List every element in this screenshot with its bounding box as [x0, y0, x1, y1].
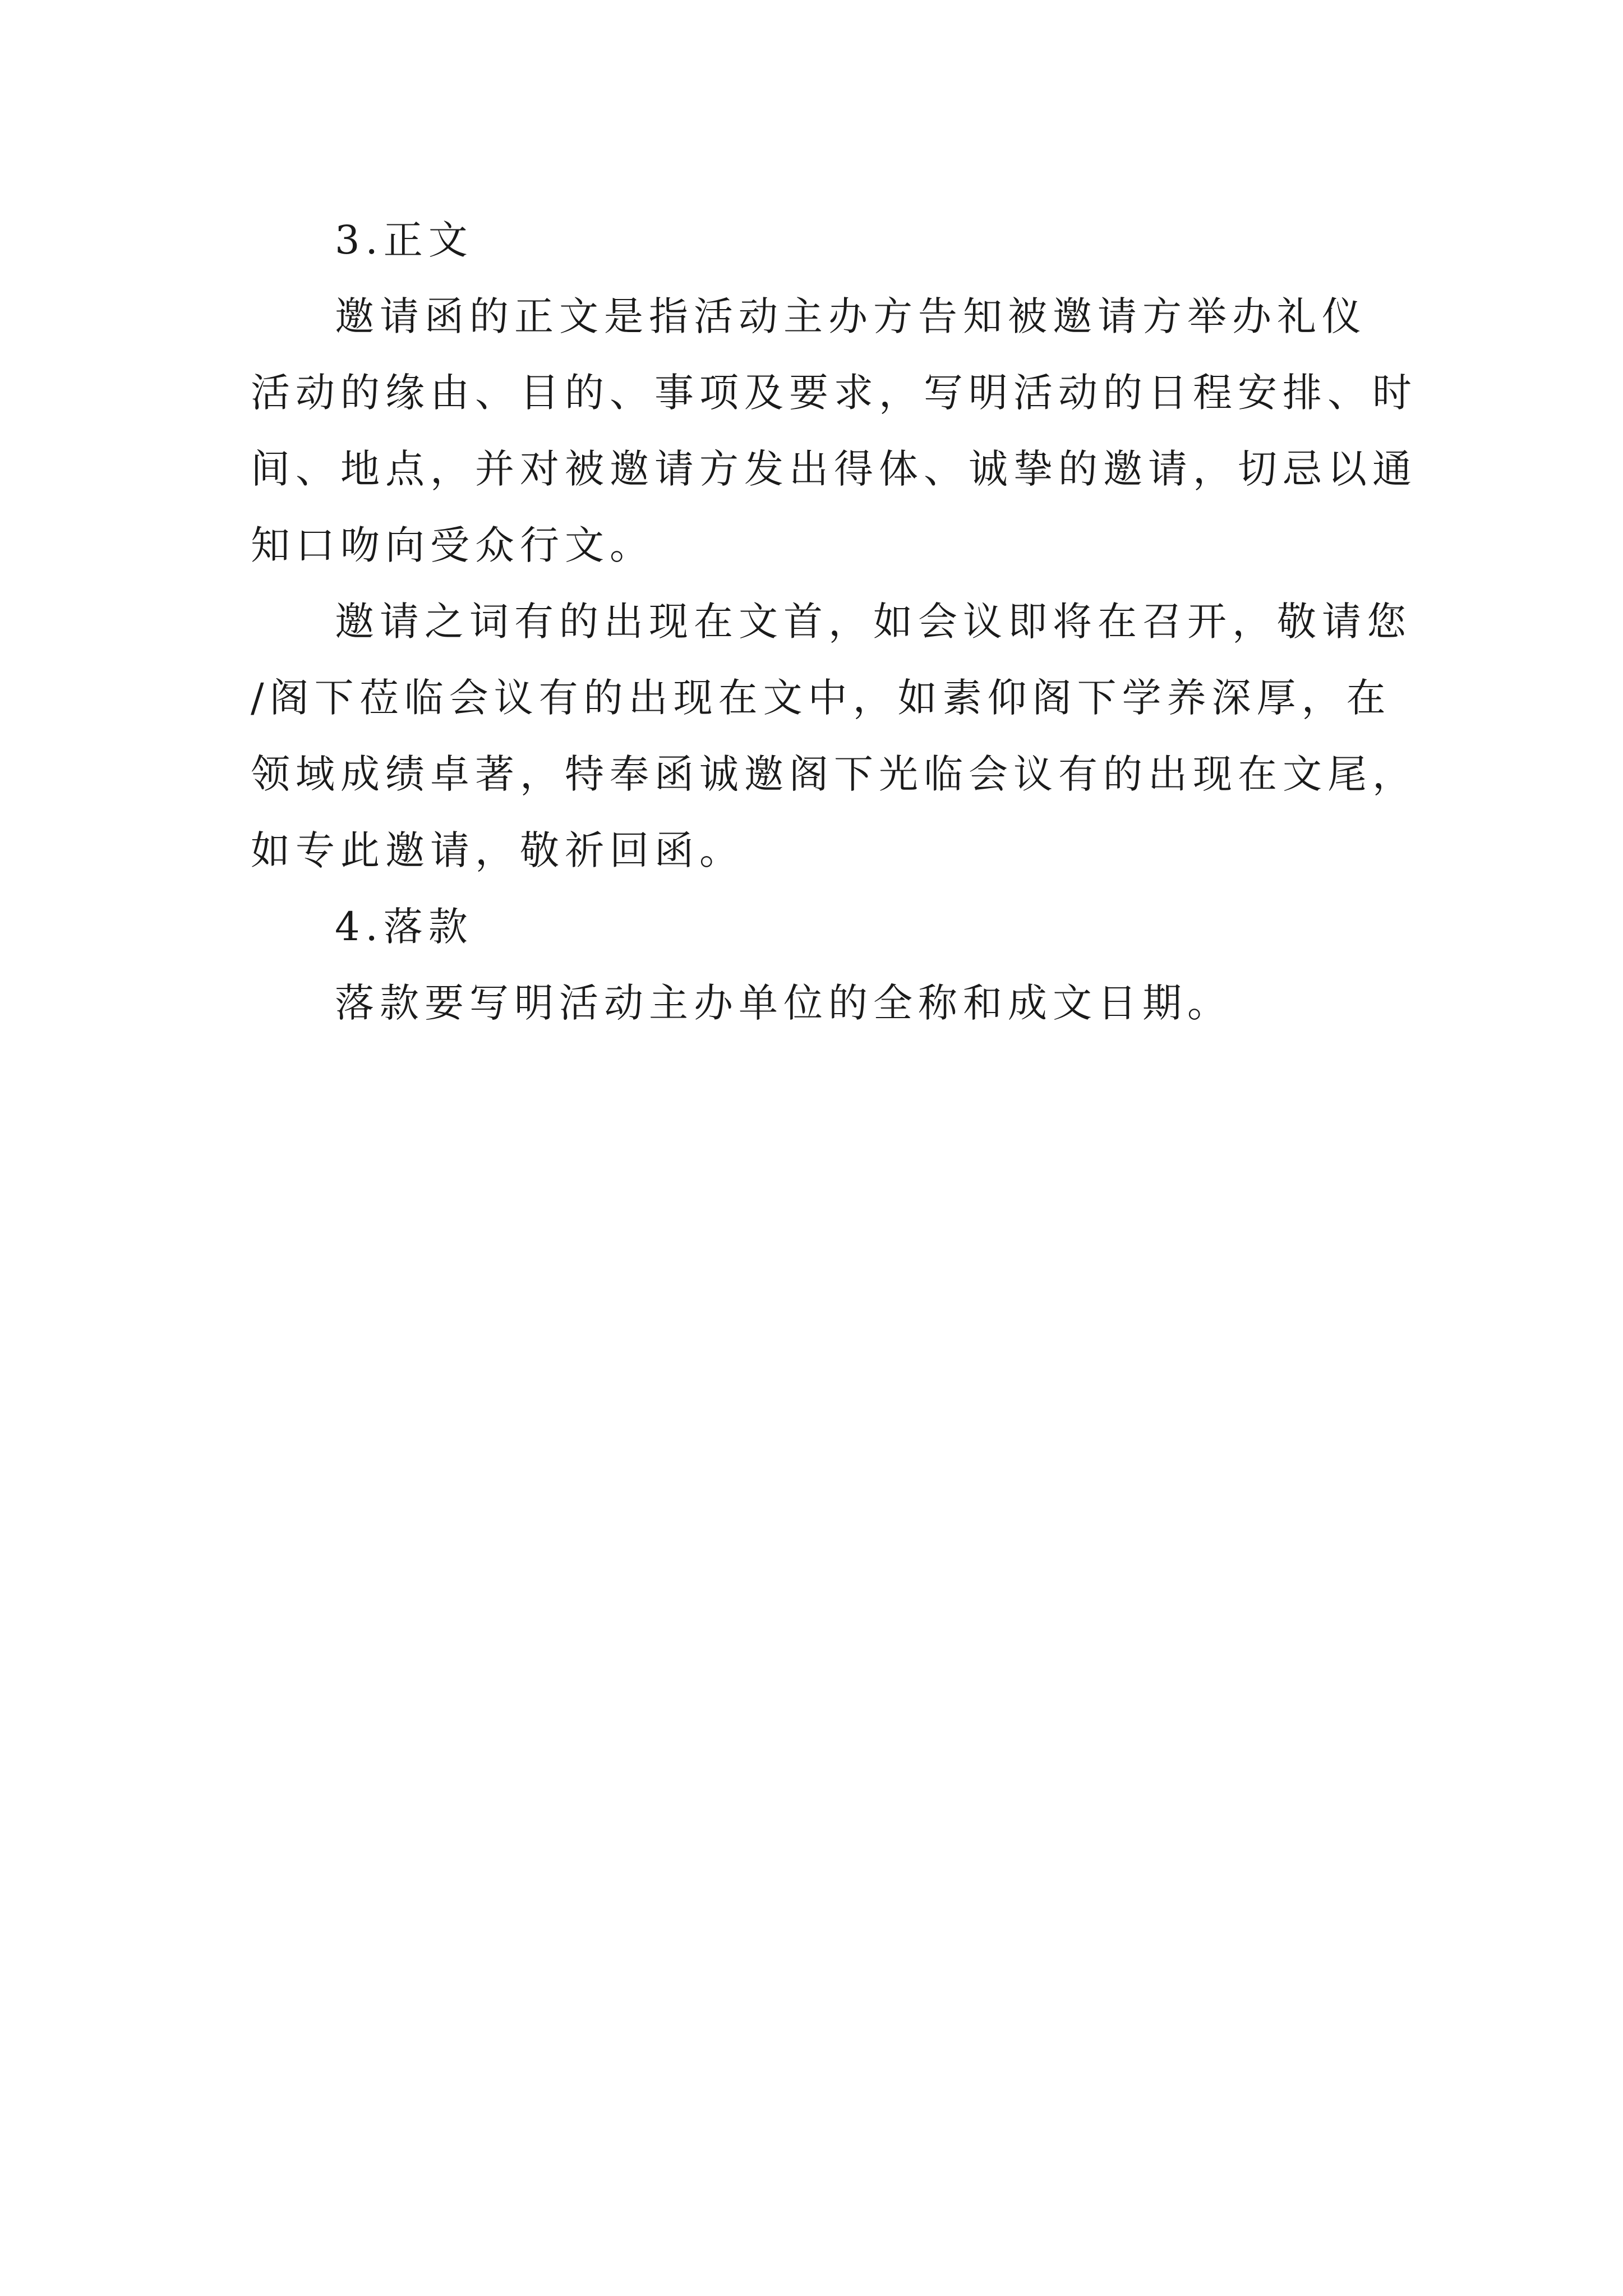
section-heading-signature: 4.落款 — [335, 904, 473, 950]
text-line: 知口吻向受众行文。 — [251, 522, 654, 568]
text-line: 落款要写明活动主办单位的全称和成文日期。 — [335, 980, 1232, 1026]
text-line: /阁下莅临会议有的出现在文中，如素仰阁下学养深厚，在 — [251, 675, 1391, 721]
paragraph-invitation-wording — [251, 583, 1417, 889]
text-line: 间、地点，并对被邀请方发出得体、诚挚的邀请，切忌以通 — [251, 446, 1417, 492]
text-line: 领域成绩卓著，特奉函诚邀阁下光临会议有的出现在文尾， — [251, 751, 1417, 797]
text-line: 邀请之词有的出现在文首，如会议即将在召开，敬请您 — [335, 599, 1412, 645]
paragraph-body-definition — [251, 278, 1417, 583]
text-line: 如专此邀请，敬祈回函。 — [251, 827, 744, 873]
text-line: 邀请函的正文是指活动主办方告知被邀请方举办礼仪 — [335, 293, 1367, 339]
text-line: 活动的缘由、目的、事项及要求，写明活动的日程安排、时 — [251, 370, 1417, 416]
section-heading-body-text: 3.正文 — [335, 217, 473, 263]
paragraph-signature-description — [251, 965, 1381, 1041]
document-body — [251, 202, 1417, 1041]
